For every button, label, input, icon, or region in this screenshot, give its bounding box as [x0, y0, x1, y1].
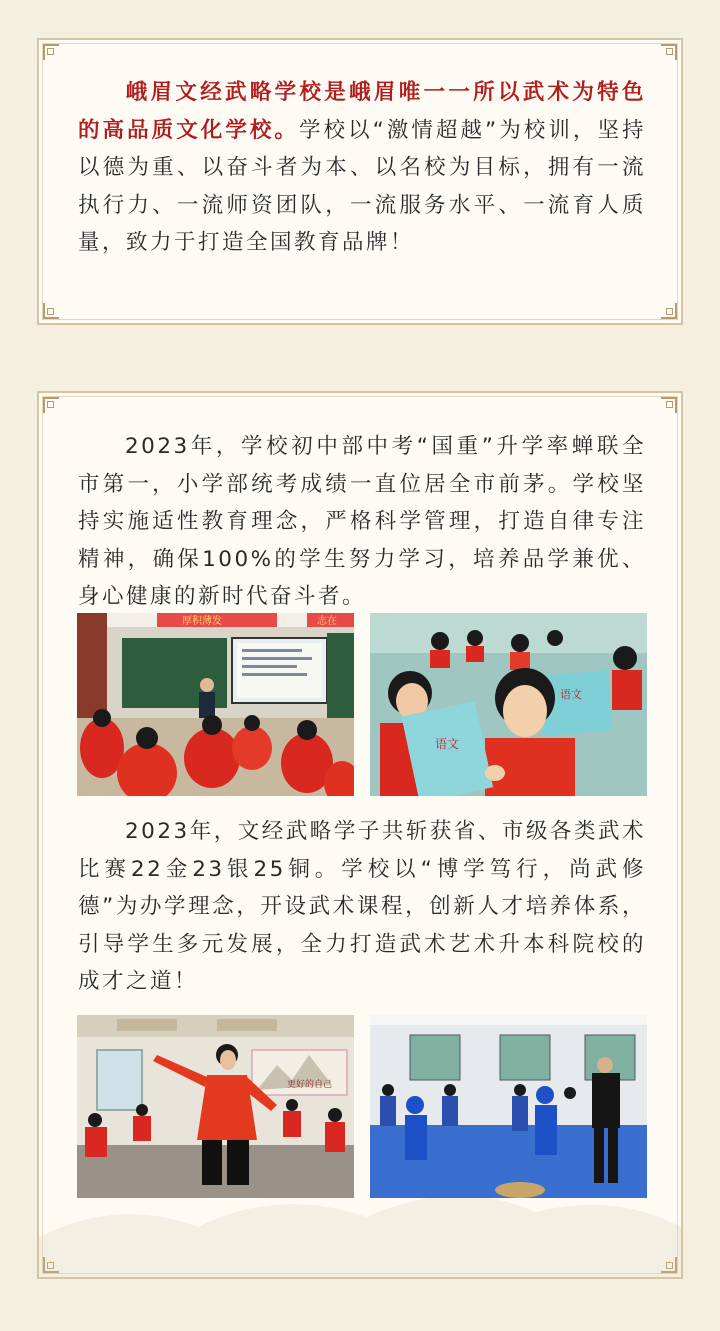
achievements-card: [37, 391, 683, 1279]
classroom-photo: [77, 613, 354, 796]
corner-ornament-icon: [43, 44, 59, 60]
corner-ornament-icon: [43, 397, 59, 413]
book-label-right: 语文: [560, 688, 582, 701]
boxing-class-photo: [370, 1015, 647, 1198]
wushu-practice-photo: [77, 1015, 354, 1198]
wall-slogan: 更好的自己: [287, 1080, 333, 1090]
martial-text: 2023年，文经武略学子共斩获省、市级各类武术比赛22金23银25铜。学校以“博学笃行，尚武修德”为办学理念，开设武术课程，创新人才培养体系，引导学生多元发展，全力打造武术艺术升本科院校的成才之道！: [78, 819, 646, 994]
corner-ornament-icon: [43, 303, 59, 319]
corner-ornament-icon: [661, 44, 677, 60]
corner-ornament-icon: [661, 397, 677, 413]
academics-paragraph: [78, 428, 646, 616]
intro-card: [37, 38, 683, 325]
intro-body: 学校以“激情超越”为校训，坚持以德为重、以奋斗者为本、以名校为目标，拥有一流执行力、一流师资团队，一流服务水平、一流育人质量，致力于打造全国教育品牌！: [78, 117, 646, 255]
intro-highlight: 峨眉文经武略学校是峨眉唯一一所以武术为特色的高品质文化学校。: [78, 80, 646, 143]
banner-left-text: 厚积薄发: [182, 616, 222, 627]
reading-students-photo: [370, 613, 647, 796]
corner-ornament-icon: [661, 303, 677, 319]
book-label-left: 语文: [435, 737, 460, 751]
banner-right-text: 志在: [317, 616, 337, 627]
academics-text: 2023年，学校初中部中考“国重”升学率蝉联全市第一，小学部统考成绩一直位居全市前茅。学校坚持实施适性教育理念，严格科学管理，打造自律专注精神，确保100%的学生努力学习，培养品学兼优、身心健康的新时代奋斗者。: [78, 434, 646, 609]
intro-paragraph: [78, 74, 646, 262]
martial-paragraph: [78, 813, 646, 1001]
